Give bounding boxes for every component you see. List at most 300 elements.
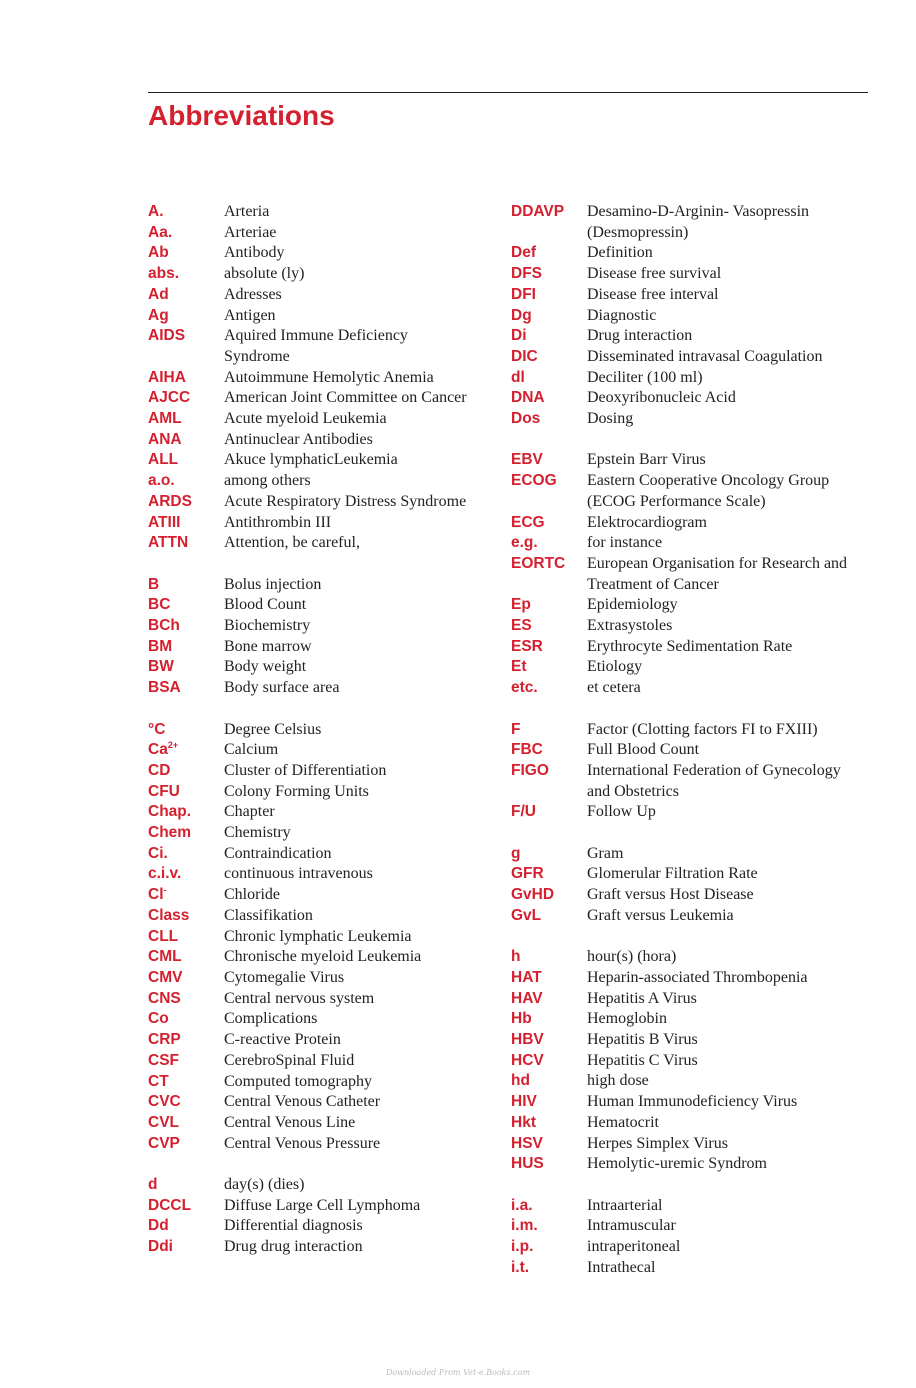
abbreviation-term bbox=[148, 782, 224, 803]
abbreviation-entry bbox=[511, 1134, 871, 1155]
abbreviation-entry bbox=[511, 678, 871, 699]
abbreviation-term-text: HIV bbox=[511, 1093, 537, 1111]
abbreviation-definition: hour(s) (hora) bbox=[587, 948, 677, 966]
abbreviation-term bbox=[148, 989, 224, 1010]
abbreviation-term bbox=[148, 1196, 224, 1217]
abbreviation-term-text: ATIII bbox=[148, 513, 181, 531]
abbreviation-term-text: Hkt bbox=[511, 1113, 536, 1131]
abbreviation-term-text: BC bbox=[148, 596, 171, 614]
abbreviation-term-text: HSV bbox=[511, 1134, 543, 1152]
abbreviation-entry bbox=[511, 885, 871, 906]
abbreviation-entry bbox=[511, 368, 871, 389]
abbreviation-definition: Intraarterial bbox=[587, 1196, 663, 1214]
abbreviation-term bbox=[148, 450, 224, 471]
abbreviation-definition: Body surface area bbox=[224, 679, 340, 697]
abbreviation-entry bbox=[148, 306, 508, 327]
abbreviation-definition: Central Venous Catheter bbox=[224, 1093, 381, 1111]
abbreviation-entry bbox=[148, 989, 508, 1010]
abbreviation-definition: Disseminated intravasal Coagulation bbox=[587, 347, 823, 365]
abbreviation-term-text: HAT bbox=[511, 968, 542, 986]
abbreviation-definition: Glomerular Filtration Rate bbox=[587, 865, 758, 883]
abbreviation-term-text: BCh bbox=[148, 617, 180, 635]
abbreviation-term-text: etc. bbox=[511, 679, 538, 697]
abbreviation-term bbox=[148, 243, 224, 264]
abbreviation-term-text: HBV bbox=[511, 1031, 544, 1049]
abbreviation-definition: Aquired Immune Deficiency Syndrome bbox=[224, 327, 408, 365]
abbreviation-term-text: d bbox=[148, 1176, 158, 1193]
abbreviation-definition: Diffuse Large Cell Lymphoma bbox=[224, 1196, 421, 1214]
abbreviation-term-text: CVL bbox=[148, 1113, 179, 1131]
abbreviation-definition: Follow Up bbox=[587, 803, 656, 821]
group-spacer bbox=[511, 927, 871, 948]
abbreviation-definition: Desamino-D-Arginin- Vasopressin (Desmopressin) bbox=[587, 203, 810, 241]
abbreviation-term bbox=[148, 1237, 224, 1258]
group-spacer bbox=[511, 1175, 871, 1196]
abbreviation-entry bbox=[148, 430, 508, 451]
abbreviation-entry bbox=[148, 1134, 508, 1155]
abbreviation-term-text: Co bbox=[148, 1010, 169, 1028]
abbreviation-entry bbox=[511, 409, 871, 430]
abbreviation-term-text: Chem bbox=[148, 824, 192, 842]
abbreviation-entry bbox=[511, 533, 871, 554]
abbreviation-definition: high dose bbox=[587, 1072, 649, 1090]
abbreviation-entry bbox=[148, 906, 508, 927]
abbreviation-term-text: g bbox=[511, 844, 521, 862]
abbreviation-entry bbox=[511, 761, 871, 802]
abbreviation-term bbox=[511, 1071, 587, 1092]
abbreviation-term-text: Def bbox=[511, 244, 536, 262]
abbreviation-term bbox=[148, 1113, 224, 1134]
abbreviation-definition: Deciliter (100 ml) bbox=[587, 368, 703, 386]
abbreviation-term-text: Ci. bbox=[148, 844, 168, 862]
abbreviation-term-text: c.i.v. bbox=[148, 865, 182, 883]
abbreviation-term bbox=[511, 989, 587, 1010]
abbreviation-definition: Central Venous Pressure bbox=[224, 1134, 381, 1152]
abbreviation-term-text: DNA bbox=[511, 389, 545, 407]
abbreviation-term bbox=[511, 947, 587, 968]
abbreviation-entry bbox=[148, 202, 508, 223]
abbreviation-term bbox=[148, 1175, 224, 1196]
abbreviation-term bbox=[511, 1237, 587, 1258]
abbreviation-entry bbox=[148, 1196, 508, 1217]
abbreviation-definition: Hemoglobin bbox=[587, 1010, 667, 1028]
abbreviation-term bbox=[511, 202, 587, 223]
abbreviation-term bbox=[511, 1092, 587, 1113]
abbreviation-term-text: Di bbox=[511, 327, 527, 345]
abbreviation-term bbox=[148, 430, 224, 451]
abbreviation-term bbox=[511, 450, 587, 471]
abbreviation-definition: Intrathecal bbox=[587, 1258, 656, 1276]
abbreviation-term bbox=[148, 202, 224, 223]
abbreviation-term-text: GvHD bbox=[511, 886, 555, 904]
abbreviation-term bbox=[148, 802, 224, 823]
abbreviation-term bbox=[511, 409, 587, 430]
abbreviations-column-left bbox=[148, 202, 508, 1258]
abbreviation-term bbox=[511, 802, 587, 823]
abbreviation-definition: Deoxyribonucleic Acid bbox=[587, 389, 736, 407]
abbreviation-entry bbox=[148, 802, 508, 823]
abbreviation-term-text: Dg bbox=[511, 306, 532, 324]
abbreviation-term bbox=[511, 637, 587, 658]
abbreviation-term-text: CSF bbox=[148, 1051, 179, 1069]
abbreviation-definition: Colony Forming Units bbox=[224, 782, 369, 800]
abbreviation-definition: Bolus injection bbox=[224, 575, 322, 593]
abbreviation-term bbox=[511, 368, 587, 389]
abbreviation-definition: Factor (Clotting factors FI to FXIII) bbox=[587, 720, 818, 738]
abbreviation-definition: Disease free survival bbox=[587, 265, 722, 283]
abbreviation-definition: Computed tomography bbox=[224, 1072, 372, 1090]
abbreviation-term bbox=[511, 906, 587, 927]
abbreviation-superscript: 2+ bbox=[167, 740, 179, 751]
abbreviation-term-text: i.t. bbox=[511, 1258, 530, 1276]
abbreviation-definition: International Federation of Gynecology and Obstetrics bbox=[587, 761, 841, 800]
abbreviation-term bbox=[148, 657, 224, 678]
abbreviation-term-text: CFU bbox=[148, 782, 180, 800]
abbreviation-entry bbox=[511, 471, 871, 512]
abbreviation-definition: C-reactive Protein bbox=[224, 1031, 341, 1049]
abbreviation-entry bbox=[148, 761, 508, 782]
abbreviation-term-text: CNS bbox=[148, 989, 181, 1007]
abbreviation-term-text: ALL bbox=[148, 451, 179, 469]
abbreviation-term bbox=[511, 1030, 587, 1051]
abbreviation-definition: American Joint Committee on Cancer bbox=[224, 389, 467, 407]
abbreviation-term-text: A. bbox=[148, 203, 164, 220]
abbreviation-term-text: Ad bbox=[148, 285, 169, 303]
abbreviation-term bbox=[148, 1030, 224, 1051]
abbreviation-term-text: i.m. bbox=[511, 1217, 538, 1235]
abbreviation-entry bbox=[511, 1030, 871, 1051]
abbreviation-term bbox=[148, 368, 224, 389]
abbreviation-entry bbox=[148, 927, 508, 948]
abbreviation-entry bbox=[511, 657, 871, 678]
abbreviation-term bbox=[148, 823, 224, 844]
abbreviation-term bbox=[511, 678, 587, 699]
abbreviation-definition: Antigen bbox=[224, 306, 276, 324]
abbreviation-definition: for instance bbox=[587, 534, 663, 552]
abbreviation-term-text: Cl bbox=[148, 886, 164, 904]
abbreviation-definition: Hepatitis C Virus bbox=[587, 1051, 698, 1069]
abbreviation-term-text: GvL bbox=[511, 906, 542, 924]
abbreviation-term bbox=[148, 885, 224, 906]
abbreviation-term-text: e.g. bbox=[511, 534, 538, 552]
abbreviation-term bbox=[148, 533, 224, 554]
abbreviation-definition: Hepatitis B Virus bbox=[587, 1031, 698, 1049]
abbreviation-term-text: AIDS bbox=[148, 327, 186, 345]
abbreviation-term-text: CMV bbox=[148, 968, 183, 986]
abbreviation-term bbox=[511, 285, 587, 306]
abbreviation-definition: Intramuscular bbox=[587, 1217, 676, 1235]
abbreviation-term-text: ECOG bbox=[511, 472, 557, 490]
abbreviation-term-text: Dos bbox=[511, 410, 541, 428]
abbreviation-entry bbox=[148, 513, 508, 534]
abbreviation-term bbox=[148, 409, 224, 430]
abbreviation-entry bbox=[511, 243, 871, 264]
abbreviation-definition: Central nervous system bbox=[224, 989, 375, 1007]
abbreviation-entry bbox=[148, 1092, 508, 1113]
abbreviation-entry bbox=[148, 740, 508, 761]
abbreviation-definition: Eastern Cooperative Oncology Group (ECOG Performance Scale) bbox=[587, 472, 830, 510]
abbreviation-definition: Drug drug interaction bbox=[224, 1238, 363, 1256]
abbreviation-term bbox=[511, 471, 587, 492]
abbreviation-entry bbox=[511, 202, 871, 243]
abbreviation-term-text: HCV bbox=[511, 1051, 544, 1069]
page-title: Abbreviations bbox=[148, 100, 335, 131]
group-spacer bbox=[148, 554, 508, 575]
abbreviation-term-text: DFI bbox=[511, 285, 536, 303]
abbreviation-entry bbox=[148, 720, 508, 741]
abbreviation-term-text: AML bbox=[148, 410, 182, 428]
abbreviation-definition: Etiology bbox=[587, 658, 643, 676]
abbreviation-definition: Diagnostic bbox=[587, 306, 657, 324]
abbreviation-entry bbox=[511, 1009, 871, 1030]
abbreviation-definition: Chronic lymphatic Leukemia bbox=[224, 927, 412, 945]
abbreviation-term bbox=[511, 1216, 587, 1237]
abbreviation-definition: European Organisation for Research and Treatment of Cancer bbox=[587, 554, 848, 593]
abbreviation-entry bbox=[511, 740, 871, 761]
abbreviation-term bbox=[148, 513, 224, 534]
abbreviation-entry bbox=[148, 1216, 508, 1237]
abbreviation-term bbox=[511, 844, 587, 865]
abbreviation-entry bbox=[511, 264, 871, 285]
abbreviation-term-text: FBC bbox=[511, 741, 543, 759]
abbreviation-entry bbox=[148, 243, 508, 264]
abbreviation-definition: among others bbox=[224, 472, 311, 490]
abbreviation-entry bbox=[511, 906, 871, 927]
abbreviation-term bbox=[148, 492, 224, 513]
abbreviation-term-text: Hb bbox=[511, 1010, 532, 1028]
abbreviation-term bbox=[148, 1072, 224, 1093]
abbreviation-term bbox=[511, 761, 587, 782]
abbreviation-definition: Antithrombin III bbox=[224, 513, 332, 531]
abbreviation-entry bbox=[511, 720, 871, 741]
abbreviation-definition: Classifikation bbox=[224, 906, 313, 924]
abbreviation-definition: intraperitoneal bbox=[587, 1238, 681, 1256]
abbreviation-term-text: i.p. bbox=[511, 1238, 534, 1256]
abbreviation-definition: Differential diagnosis bbox=[224, 1217, 363, 1235]
abbreviation-term bbox=[511, 347, 587, 368]
abbreviation-definition: Acute myeloid Leukemia bbox=[224, 410, 387, 428]
abbreviation-term-text: ANA bbox=[148, 430, 182, 448]
abbreviation-entry bbox=[511, 326, 871, 347]
abbreviation-definition: Disease free interval bbox=[587, 285, 719, 303]
abbreviation-term bbox=[148, 1051, 224, 1072]
abbreviation-term bbox=[511, 657, 587, 678]
abbreviation-term bbox=[511, 513, 587, 534]
abbreviation-entry bbox=[511, 1196, 871, 1217]
abbreviation-entry bbox=[148, 844, 508, 865]
abbreviation-term bbox=[511, 533, 587, 554]
abbreviation-term bbox=[511, 885, 587, 906]
abbreviation-term-text: DFS bbox=[511, 265, 542, 283]
abbreviation-term-text: Ddi bbox=[148, 1238, 173, 1256]
abbreviation-term-text: ECG bbox=[511, 513, 545, 531]
abbreviation-entry bbox=[511, 968, 871, 989]
abbreviation-term bbox=[511, 740, 587, 761]
abbreviation-entry bbox=[148, 678, 508, 699]
abbreviation-term-text: CVP bbox=[148, 1134, 180, 1152]
abbreviation-term-text: HUS bbox=[511, 1155, 544, 1173]
abbreviation-term-text: Ab bbox=[148, 244, 169, 262]
group-spacer bbox=[511, 430, 871, 451]
abbreviation-term-text: DIC bbox=[511, 347, 538, 365]
abbreviation-entry bbox=[148, 657, 508, 678]
abbreviation-entry bbox=[148, 595, 508, 616]
abbreviation-entry bbox=[511, 450, 871, 471]
abbreviation-entry bbox=[511, 989, 871, 1010]
abbreviation-term-text: dl bbox=[511, 368, 525, 386]
abbreviation-definition: Chronische myeloid Leukemia bbox=[224, 948, 422, 966]
abbreviation-term bbox=[148, 388, 224, 409]
abbreviation-definition: absolute (ly) bbox=[224, 265, 305, 283]
abbreviation-term-text: AJCC bbox=[148, 389, 191, 407]
abbreviation-definition: Attention, be careful, bbox=[224, 534, 360, 552]
abbreviation-term bbox=[511, 1196, 587, 1217]
abbreviation-term-text: CD bbox=[148, 761, 171, 779]
abbreviation-term bbox=[148, 223, 224, 244]
abbreviation-term bbox=[511, 1258, 587, 1279]
abbreviation-entry bbox=[511, 306, 871, 327]
abbreviation-definition: Chapter bbox=[224, 803, 275, 821]
abbreviation-term bbox=[148, 306, 224, 327]
abbreviation-term bbox=[148, 1092, 224, 1113]
abbreviation-entry bbox=[511, 388, 871, 409]
abbreviation-definition: Graft versus Host Disease bbox=[587, 886, 754, 904]
abbreviation-definition: Akuce lymphaticLeukemia bbox=[224, 451, 398, 469]
abbreviation-term-text: ES bbox=[511, 617, 532, 635]
abbreviation-entry bbox=[511, 285, 871, 306]
abbreviation-definition: Body weight bbox=[224, 658, 307, 676]
abbreviation-term-text: EORTC bbox=[511, 554, 566, 572]
abbreviation-term bbox=[148, 864, 224, 885]
abbreviation-term bbox=[511, 616, 587, 637]
download-watermark: Downloaded From Vet-e.Books.com bbox=[385, 1368, 531, 1377]
abbreviation-entry bbox=[511, 844, 871, 865]
abbreviation-term bbox=[148, 678, 224, 699]
abbreviation-entry bbox=[511, 1154, 871, 1175]
abbreviation-definition: Arteriae bbox=[224, 223, 277, 241]
abbreviation-definition: Central Venous Line bbox=[224, 1113, 356, 1131]
abbreviation-definition: Drug interaction bbox=[587, 327, 693, 345]
abbreviation-definition: Definition bbox=[587, 244, 653, 262]
abbreviation-term-text: DCCL bbox=[148, 1196, 192, 1214]
abbreviation-term-text: GFR bbox=[511, 865, 544, 883]
abbreviation-definition: Autoimmune Hemolytic Anemia bbox=[224, 368, 434, 386]
abbreviation-entry bbox=[148, 968, 508, 989]
abbreviation-entry bbox=[511, 802, 871, 823]
abbreviation-term bbox=[148, 761, 224, 782]
abbreviation-entry bbox=[148, 885, 508, 906]
abbreviation-entry bbox=[511, 864, 871, 885]
abbreviation-term-text: °C bbox=[148, 720, 166, 738]
abbreviation-term bbox=[148, 637, 224, 658]
abbreviation-term-text: Dd bbox=[148, 1217, 169, 1235]
abbreviation-term bbox=[511, 1154, 587, 1175]
abbreviation-term-text: CVC bbox=[148, 1093, 181, 1111]
abbreviation-term bbox=[511, 306, 587, 327]
abbreviation-term-text: Ag bbox=[148, 306, 169, 324]
abbreviation-entry bbox=[148, 637, 508, 658]
abbreviation-entry bbox=[511, 513, 871, 534]
abbreviation-term bbox=[148, 1009, 224, 1030]
abbreviation-entry bbox=[148, 409, 508, 430]
abbreviation-term-text: B bbox=[148, 575, 160, 593]
abbreviation-definition: Hemolytic-uremic Syndrom bbox=[587, 1155, 767, 1173]
abbreviation-definition: Graft versus Leukemia bbox=[587, 906, 734, 924]
abbreviation-term bbox=[148, 1216, 224, 1237]
abbreviation-term bbox=[511, 720, 587, 741]
abbreviation-definition: Gram bbox=[587, 844, 624, 862]
abbreviation-term bbox=[148, 968, 224, 989]
abbreviation-term-text: Class bbox=[148, 906, 190, 924]
abbreviation-term-text: HAV bbox=[511, 989, 543, 1007]
abbreviation-entry bbox=[148, 471, 508, 492]
abbreviation-definition: Arteria bbox=[224, 203, 270, 220]
abbreviation-term bbox=[511, 595, 587, 616]
abbreviation-term bbox=[511, 968, 587, 989]
abbreviation-term bbox=[511, 264, 587, 285]
abbreviation-definition: continuous intravenous bbox=[224, 865, 373, 883]
abbreviation-term-text: Aa. bbox=[148, 223, 173, 241]
abbreviation-entry bbox=[148, 947, 508, 968]
abbreviation-entry bbox=[148, 782, 508, 803]
abbreviation-term-text: hd bbox=[511, 1072, 530, 1090]
abbreviation-definition: Contraindication bbox=[224, 844, 332, 862]
abbreviation-term-text: Chap. bbox=[148, 803, 192, 821]
abbreviation-entry bbox=[148, 368, 508, 389]
abbreviation-term bbox=[148, 740, 224, 761]
abbreviation-entry bbox=[148, 823, 508, 844]
abbreviation-entry bbox=[511, 1113, 871, 1134]
abbreviation-definition: Hepatitis A Virus bbox=[587, 989, 697, 1007]
abbreviation-term-text: FIGO bbox=[511, 761, 549, 779]
abbreviation-definition: CerebroSpinal Fluid bbox=[224, 1051, 355, 1069]
abbreviation-term-text: DDAVP bbox=[511, 203, 565, 220]
abbreviation-term bbox=[148, 906, 224, 927]
abbreviation-term bbox=[148, 575, 224, 596]
abbreviation-entry bbox=[511, 347, 871, 368]
abbreviation-term-text: CML bbox=[148, 948, 182, 966]
abbreviation-definition: Degree Celsius bbox=[224, 720, 322, 738]
abbreviation-definition: Antinuclear Antibodies bbox=[224, 430, 373, 448]
abbreviation-term bbox=[511, 1134, 587, 1155]
abbreviation-term bbox=[148, 844, 224, 865]
abbreviation-term-text: Ep bbox=[511, 596, 531, 614]
abbreviation-term-text: i.a. bbox=[511, 1196, 533, 1214]
abbreviation-definition: Blood Count bbox=[224, 596, 307, 614]
abbreviation-term-text: ESR bbox=[511, 637, 543, 655]
abbreviation-definition: day(s) (dies) bbox=[224, 1176, 305, 1193]
abbreviation-term-text: CT bbox=[148, 1072, 169, 1090]
abbreviation-term bbox=[511, 1113, 587, 1134]
abbreviation-term-text: CLL bbox=[148, 927, 179, 945]
abbreviation-term bbox=[148, 927, 224, 948]
abbreviation-term bbox=[148, 1134, 224, 1155]
abbreviation-definition: Human Immunodeficiency Virus bbox=[587, 1093, 798, 1111]
abbreviation-term bbox=[148, 471, 224, 492]
abbreviation-entry bbox=[511, 947, 871, 968]
abbreviation-definition: Extrasystoles bbox=[587, 617, 673, 635]
header-rule bbox=[148, 92, 868, 93]
abbreviation-definition: Elektrocardiogram bbox=[587, 513, 707, 531]
abbreviation-term bbox=[148, 285, 224, 306]
abbreviation-term-text: Ca bbox=[148, 741, 168, 759]
abbreviation-entry bbox=[511, 616, 871, 637]
abbreviation-definition: Erythrocyte Sedimentation Rate bbox=[587, 637, 793, 655]
abbreviation-term-text: BM bbox=[148, 637, 173, 655]
abbreviation-term-text: BSA bbox=[148, 679, 181, 697]
abbreviation-definition: Adresses bbox=[224, 285, 282, 303]
abbreviation-term bbox=[148, 616, 224, 637]
